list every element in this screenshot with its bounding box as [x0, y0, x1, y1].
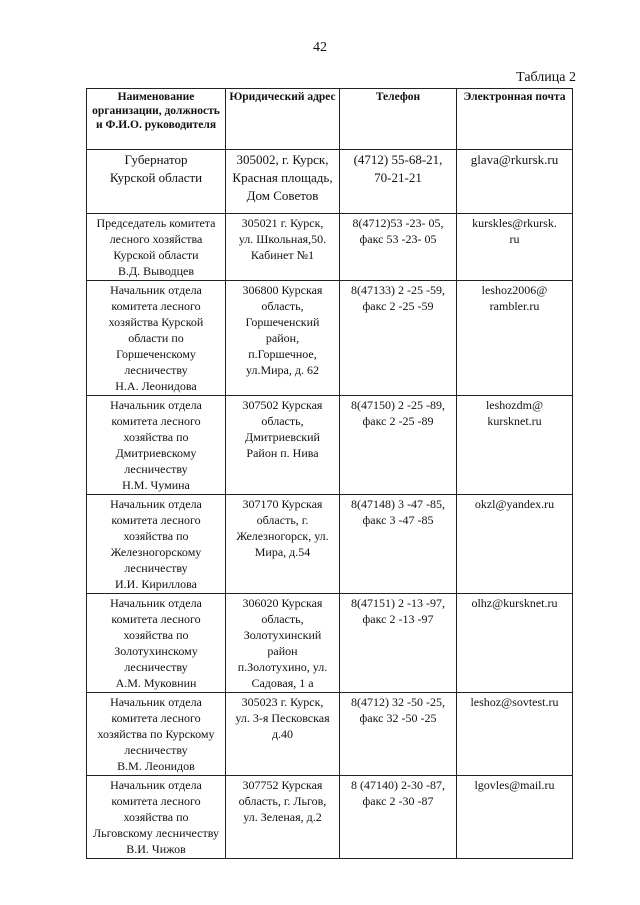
cell-address: 306800 Курская область, Горшеченский район, п.Горшечное, ул.Мира, д. 62: [226, 281, 340, 396]
cell-organization: Начальник отдела комитета лесного хозяйства по Золотухинскому лесничеству А.М. Муковнин: [87, 594, 226, 693]
table-row: [87, 214, 573, 281]
header-phone: Телефон: [340, 89, 457, 150]
cell-email: lgovles@mail.ru: [457, 776, 573, 859]
cell-organization: Начальник отдела комитета лесного хозяйства по Дмитриевскому лесничеству Н.М. Чумина: [87, 396, 226, 495]
table-row: [87, 594, 573, 693]
cell-email: okzl@yandex.ru: [457, 495, 573, 594]
table-caption: Таблица 2: [516, 70, 576, 85]
cell-email: kurskles@rkursk. ru: [457, 214, 573, 281]
cell-address: 307170 Курская область, г. Железногорск, ул. Мира, д.54: [226, 495, 340, 594]
cell-organization: Начальник отдела комитета лесного хозяйства по Железногорскому лесничеству И.И. Кириллова: [87, 495, 226, 594]
header-address: Юридический адрес: [226, 89, 340, 150]
table-row: [87, 776, 573, 859]
header-email: Электронная почта: [457, 89, 573, 150]
cell-organization: Председатель комитета лесного хозяйства Курской области В.Д. Выводцев: [87, 214, 226, 281]
table-row: [87, 281, 573, 396]
cell-organization: Губернатор Курской области: [87, 150, 226, 214]
cell-address: 305021 г. Курск, ул. Школьная,50. Кабинет №1: [226, 214, 340, 281]
cell-address: 307502 Курская область, Дмитриевский Район п. Нива: [226, 396, 340, 495]
table-row: [87, 693, 573, 776]
table-header-row: [87, 89, 573, 150]
cell-phone: 8(47133) 2 -25 -59, факс 2 -25 -59: [340, 281, 457, 396]
table-row: [87, 396, 573, 495]
cell-phone: 8(47148) 3 -47 -85, факс 3 -47 -85: [340, 495, 457, 594]
cell-address: 306020 Курская область, Золотухинский район п.Золотухино, ул. Садовая, 1 а: [226, 594, 340, 693]
cell-email: glava@rkursk.ru: [457, 150, 573, 214]
cell-organization: Начальник отдела комитета лесного хозяйства по Курскому лесничеству В.М. Леонидов: [87, 693, 226, 776]
header-organization: Наименование организации, должность и Ф.И.О. руководителя: [87, 89, 226, 150]
contacts-table: [86, 88, 573, 859]
cell-phone: 8 (47140) 2-30 -87, факс 2 -30 -87: [340, 776, 457, 859]
cell-address: 305023 г. Курск, ул. 3-я Песковская д.40: [226, 693, 340, 776]
cell-email: olhz@kursknet.ru: [457, 594, 573, 693]
cell-address: 305002, г. Курск, Красная площадь, Дом Советов: [226, 150, 340, 214]
page-number: 42: [313, 40, 327, 55]
cell-phone: 8(47151) 2 -13 -97, факс 2 -13 -97: [340, 594, 457, 693]
cell-email: leshozdm@ kursknet.ru: [457, 396, 573, 495]
cell-email: leshoz@sovtest.ru: [457, 693, 573, 776]
table-row: [87, 495, 573, 594]
cell-address: 307752 Курская область, г. Льгов, ул. Зеленая, д.2: [226, 776, 340, 859]
cell-phone: (4712) 55-68-21, 70-21-21: [340, 150, 457, 214]
cell-organization: Начальник отдела комитета лесного хозяйства Курской области по Горшеченскому лесничеству Н.А. Леонидова: [87, 281, 226, 396]
cell-organization: Начальник отдела комитета лесного хозяйства по Льговскому лесничеству В.И. Чижов: [87, 776, 226, 859]
cell-phone: 8(47150) 2 -25 -89, факс 2 -25 -89: [340, 396, 457, 495]
cell-phone: 8(4712)53 -23- 05, факс 53 -23- 05: [340, 214, 457, 281]
table-row: [87, 150, 573, 214]
cell-phone: 8(4712) 32 -50 -25, факс 32 -50 -25: [340, 693, 457, 776]
cell-email: leshoz2006@ rambler.ru: [457, 281, 573, 396]
